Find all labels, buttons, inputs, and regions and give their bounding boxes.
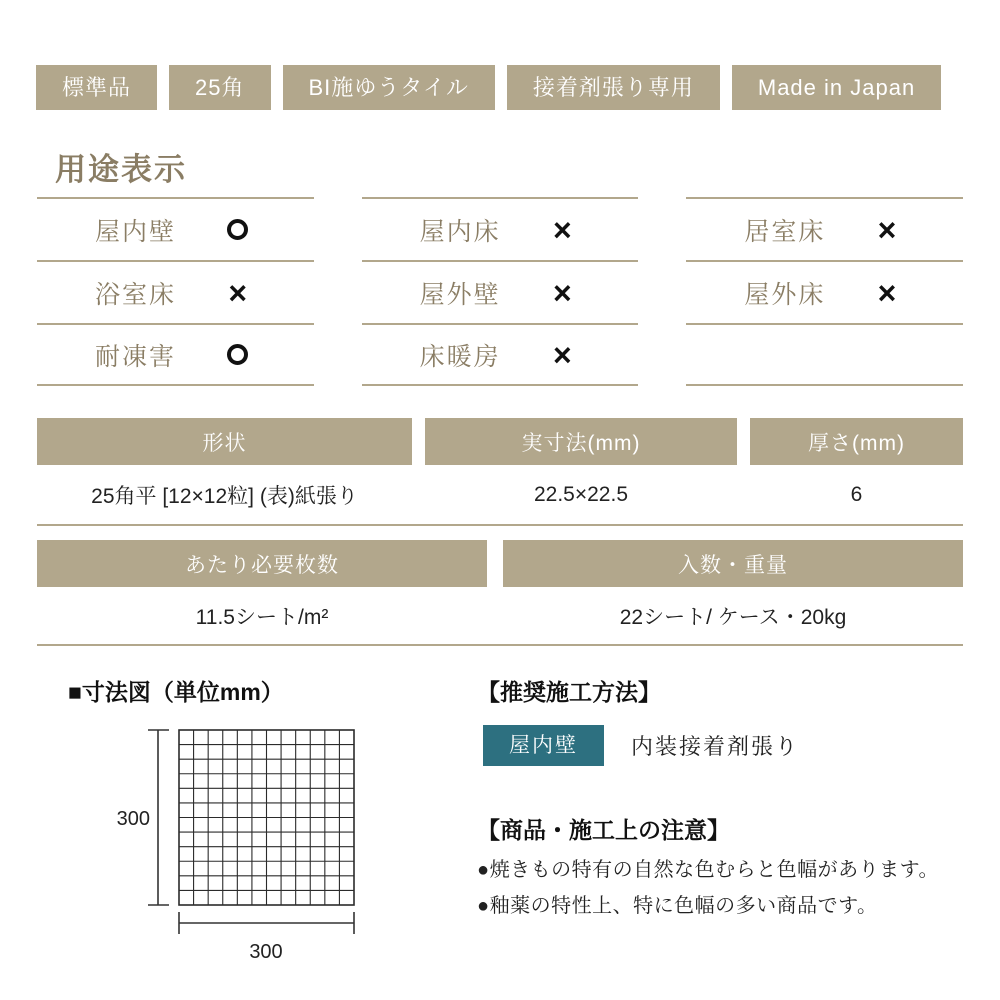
usage-cell-frost-resistance	[37, 323, 314, 386]
usage-mark-icon: ×	[877, 211, 897, 248]
value-qty-weight: 22シート/ ケース・20kg	[619, 605, 847, 629]
header-sheets-required: あたり必要枚数	[37, 540, 487, 587]
usage-mark-icon	[227, 344, 248, 365]
usage-label: 浴室床	[95, 280, 177, 309]
badge-standard-product: 標準品	[36, 65, 157, 110]
usage-label: 屋内床	[419, 217, 501, 246]
badge-tile-type: BI施ゆうタイル	[283, 65, 495, 110]
table-bottom-rule	[37, 644, 963, 646]
dimension-figure-title: ■寸法図（単位mm）	[68, 679, 284, 705]
usage-cell-bathroom-floor	[37, 260, 314, 323]
usage-label: 屋外壁	[419, 280, 501, 309]
usage-mark-icon: ×	[228, 274, 247, 311]
usage-mark-icon	[227, 219, 248, 240]
method-location-badge: 屋内壁	[483, 725, 604, 766]
header-actual-size: 実寸法(mm)	[425, 418, 737, 465]
usage-section-title: 用途表示	[55, 152, 187, 187]
usage-cell-indoor-floor	[362, 197, 639, 260]
header-thickness: 厚さ(mm)	[750, 418, 963, 465]
tile-grid-lines	[179, 730, 354, 905]
height-dimension-label: 300	[116, 808, 150, 830]
usage-cell-outdoor-floor	[686, 260, 963, 323]
usage-label: 床暖房	[419, 342, 501, 371]
usage-label: 屋内壁	[95, 217, 177, 246]
header-shape: 形状	[37, 418, 412, 465]
value-thickness: 6	[850, 482, 863, 506]
width-dimension-label: 300	[249, 941, 283, 963]
value-actual-size: 22.5×22.5	[533, 482, 628, 506]
usage-mark-icon: ×	[552, 336, 572, 373]
badge-adhesive-only: 接着剤張り専用	[507, 65, 720, 110]
header-qty-weight: 入数・重量	[503, 540, 963, 587]
notes-list	[477, 852, 982, 924]
dimension-figure	[105, 713, 375, 973]
spec-table-quantity	[37, 540, 963, 644]
spec-table-shape	[37, 418, 963, 524]
value-sheets-required: 11.5シート/m²	[195, 605, 329, 629]
table-bottom-rule	[37, 524, 963, 526]
width-dimension-line	[179, 912, 354, 934]
height-dimension-line	[148, 730, 169, 905]
badge-made-in-japan: Made in Japan	[732, 65, 941, 110]
usage-label: 耐凍害	[95, 342, 177, 371]
usage-table	[37, 197, 963, 386]
note-item: ●焼きもの特有の自然な色むらと色幅があります。	[477, 859, 939, 881]
usage-cell-empty	[686, 323, 963, 386]
usage-cell-indoor-wall	[37, 197, 314, 260]
usage-cell-living-floor	[686, 197, 963, 260]
usage-cell-floor-heating	[362, 323, 639, 386]
badge-row	[36, 65, 941, 110]
method-description: 内装接着剤張り	[631, 734, 800, 759]
usage-mark-icon	[871, 339, 903, 371]
usage-cell-outdoor-wall	[362, 260, 639, 323]
notes-section-title: 【商品・施工上の注意】	[477, 817, 730, 843]
method-section-title: 【推奨施工方法】	[477, 679, 661, 705]
note-item: ●釉薬の特性上、特に色幅の多い商品です。	[477, 895, 878, 917]
value-shape: 25角平 [12×12粒] (表)紙張り	[91, 484, 358, 508]
badge-tile-size: 25角	[169, 65, 270, 110]
usage-label: 居室床	[744, 217, 826, 246]
usage-mark-icon: ×	[877, 274, 897, 311]
usage-label: 屋外床	[744, 280, 826, 309]
method-row	[483, 725, 799, 766]
usage-mark-icon: ×	[552, 211, 572, 248]
usage-mark-icon: ×	[552, 274, 572, 311]
